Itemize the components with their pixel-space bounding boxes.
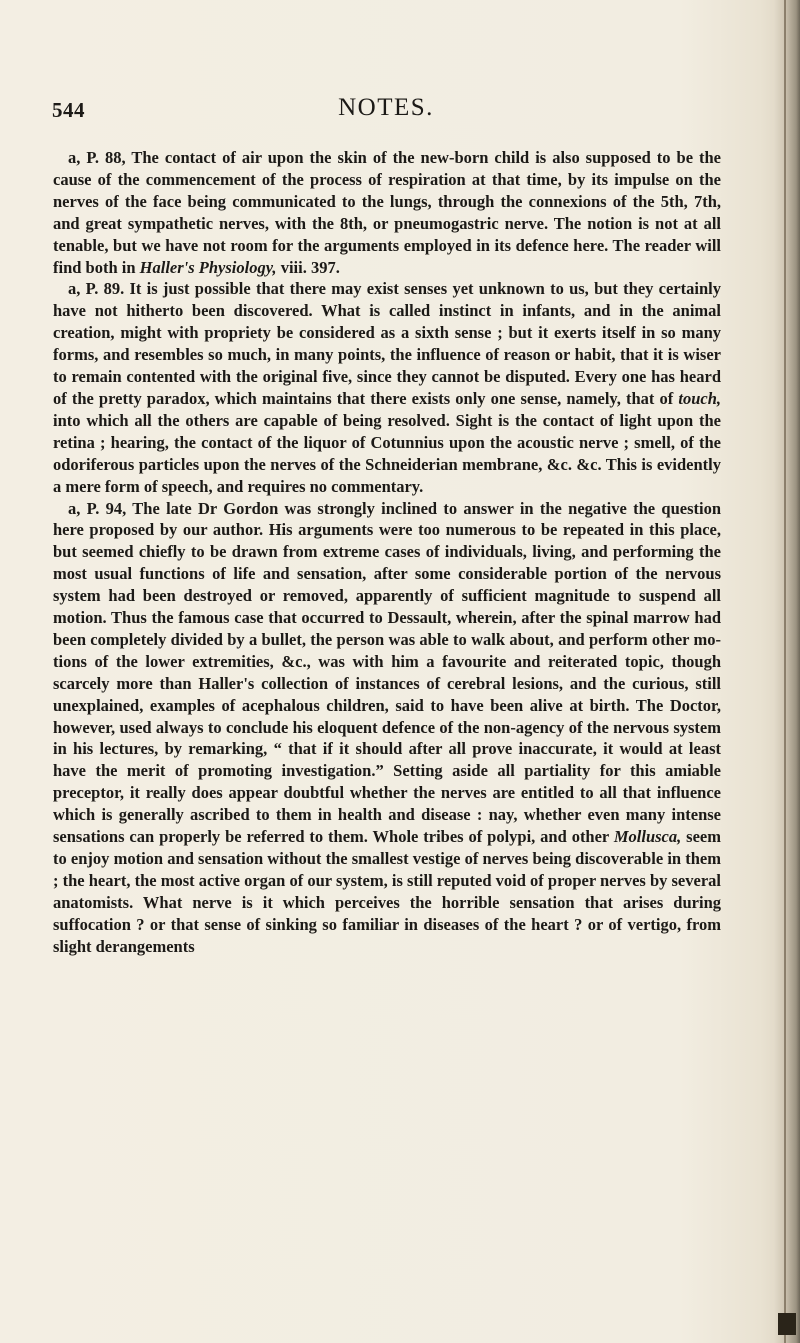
note-reference: a, P. 88, — [68, 148, 126, 167]
note-paragraph — [53, 147, 721, 278]
running-head — [52, 92, 720, 128]
emphasis-term: touch, — [678, 388, 721, 408]
page-edge-line — [784, 0, 786, 1343]
page-number: 544 — [52, 98, 85, 122]
note-text: viii. 397. — [276, 257, 340, 277]
note-text: into which all the others are capable of being resolved. Sight is the contact of light upon the retina ; hearing, the contact of the liquor of Cotunnius upon the acoustic nerve ; smell, of the odoriferous particles upon the nerves of the Schneiderian membrane, &c. &c. This is evidently a mere form of speech, and requires no commentary. — [53, 410, 721, 496]
corner-mark — [778, 1313, 796, 1335]
note-text: The late Dr Gordon was strongly inclined to answer in the negative the question here proposed by our author. His arguments were too numerous to be repeated in this place, but seemed chiefly to be drawn from extreme cases of individuals, living, and performing the most usual functions of life and sensation, after some considerable portion of the nervous system had been destroyed or removed, apparently of sufficient magnitude to suspend all motion. Thus the famous case that occurred to Dessault, wherein, after the spinal marrow had been completely divided by a bullet, the person was able to walk about, and perform other motions of the lower extremities, &c., was with him a favourite and reiterated topic, though scarcely more than Haller's collection of instances of cerebral lesions, and the curious, still unexplained, examples of acephalous children, said to have been alive at birth. The Doctor, however, used always to conclude his eloquent defence of the non-agency of the nervous system in his lectures, by remarking, “ that if it should after all prove inaccurate, it would at least have the merit of promoting investigation.” Setting aside all partiality for this amiable preceptor, it really does appear doubtful whether the nerves are entitled to all that influence which is generally ascribed to them in health and disease : nay, whether even many intense sensations can properly be referred to them. Whole tribes of polypi, and other — [53, 498, 721, 847]
page-edge-shadow — [774, 0, 800, 1343]
note-reference: a, P. 89. — [68, 279, 125, 299]
emphasis-term: Mollusca, — [613, 827, 682, 847]
note-text: seem to enjoy motion and sensation without the smallest vestige of nerves being discoverable in them ; the heart, the most active organ of our system, is still reputed void of proper nerves by several anatomists. What nerve is it which perceives the horrible sensation that arises during suffocation ? or that sense of sinking so familiar in diseases of the heart ? or of vertigo, from slight derangements — [53, 827, 721, 956]
citation-title: Haller's Physiology, — [139, 257, 277, 277]
note-text: The contact of air upon the skin of the new-born child is also supposed to be the cause of the commencement of the process of respiration at that time, by its impulse on the nerves of the face being communicated to the lungs, through the connexions of the 5th, 7th, and great sympathetic nerves, with the 8th, or pneumogastric nerve. The notion is not at all tenable, but we have not room for the arguments employed in its defence here. The reader will find both in — [53, 148, 721, 277]
note-paragraph — [53, 498, 721, 958]
page-title: NOTES. — [338, 94, 434, 121]
notes-body — [53, 147, 721, 958]
note-paragraph — [53, 278, 721, 497]
note-reference: a, P. 94, — [68, 498, 127, 518]
note-text: It is just possible that there may exist senses yet unknown to us, but they certainly have not hitherto been discovered. What is called instinct in infants, and in the animal creation, might with propriety be considered as a sixth sense ; but it exerts itself in so many forms, and resembles so much, in many points, the influence of reason or habit, that it is wiser to remain contented with the original five, since they cannot be disputed. Every one has heard of the pretty paradox, which maintains that there exists only one sense, namely, that of — [53, 279, 721, 408]
